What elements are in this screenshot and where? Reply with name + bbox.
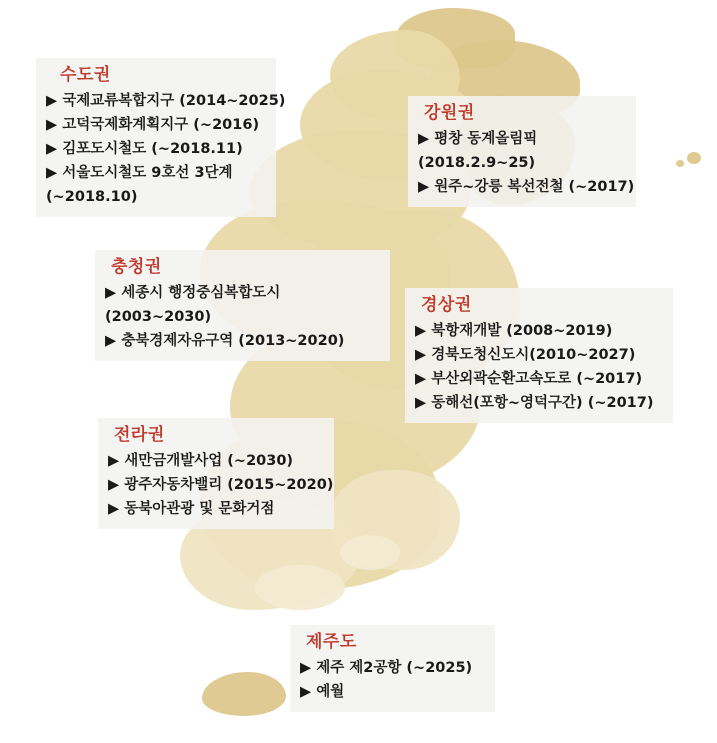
region-title: 경상권 [421, 295, 472, 315]
region-box-chungcheonggwon [95, 250, 390, 361]
region-item-continuation: (2003~2030) [105, 309, 212, 325]
region-item: ▶ 원주~강릉 복선전철 (~2017) [418, 179, 635, 195]
region-box-sudogwon [36, 58, 286, 217]
region-item: ▶ 김포도시철도 (~2018.11) [46, 141, 243, 157]
region-item-continuation: (2018.2.9~25) [418, 155, 536, 171]
region-item: ▶ 동해선(포항~영덕구간) (~2017) [415, 395, 654, 411]
region-item-continuation: (~2018.10) [46, 189, 138, 205]
region-title: 충청권 [111, 257, 162, 277]
region-item: ▶ 서울도시철도 9호선 3단계 [46, 165, 233, 181]
region-item: ▶ 세종시 행정중심복합도시 [105, 285, 281, 301]
map-blob [340, 535, 400, 570]
region-box-gangwongwon [408, 96, 636, 207]
region-title: 제주도 [306, 632, 357, 652]
region-title: 수도권 [60, 65, 111, 85]
map-island [687, 152, 701, 164]
region-item: ▶ 평창 동계올림픽 [418, 131, 538, 147]
region-box-gyeongsanggwon [405, 288, 673, 423]
map-jeju-island [202, 672, 286, 716]
region-title: 강원권 [424, 103, 475, 123]
map-blob [255, 565, 345, 610]
region-item: ▶ 예월 [300, 684, 345, 700]
region-item: ▶ 경북도청신도시(2010~2027) [415, 347, 636, 363]
region-box-jeollagwon [98, 418, 334, 529]
region-item: ▶ 동북아관광 및 문화거점 [108, 501, 275, 517]
map-island [676, 160, 684, 167]
region-item: ▶ 충북경제자유구역 (2013~2020) [105, 333, 345, 349]
region-item: ▶ 북항재개발 (2008~2019) [415, 323, 613, 339]
region-item: ▶ 국제교류복합지구 (2014~2025) [46, 93, 286, 109]
region-title: 전라권 [114, 425, 165, 445]
region-item: ▶ 제주 제2공항 (~2025) [300, 660, 473, 676]
region-item: ▶ 광주자동차밸리 (2015~2020) [108, 477, 334, 493]
region-item: ▶ 고덕국제화계획지구 (~2016) [46, 117, 260, 133]
region-item: ▶ 부산외곽순환고속도로 (~2017) [415, 371, 643, 387]
region-item: ▶ 새만금개발사업 (~2030) [108, 453, 294, 469]
region-box-jejudo [290, 625, 495, 712]
